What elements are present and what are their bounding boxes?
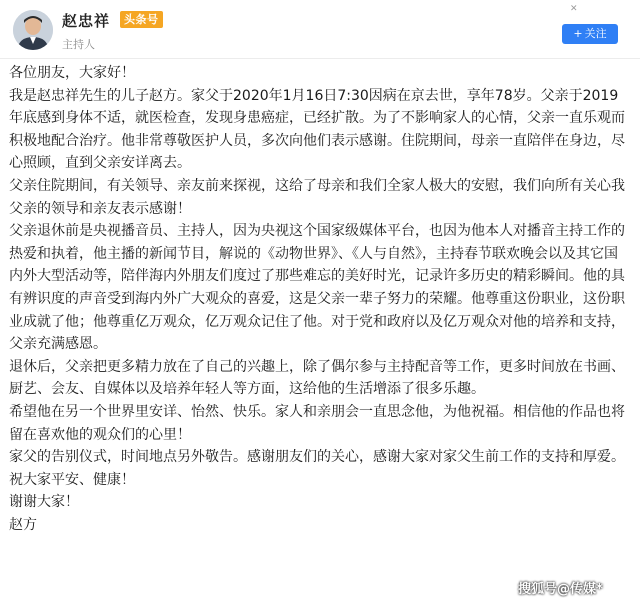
post-body <box>9 62 631 536</box>
follow-button[interactable] <box>562 24 618 44</box>
author-header <box>0 0 640 59</box>
plus-icon: + <box>573 27 583 40</box>
post-signature: 赵方 <box>9 516 37 533</box>
author-name[interactable]: 赵忠祥 <box>62 12 111 30</box>
post-paragraph: 退休后，父亲把更多精力放在了自己的兴趣上，除了偶尔参与主持配音等工作，更多时间放在书画、厨艺、会友、自媒体以及培养年轻人等方面，这给他的生活增添了很多乐趣。 <box>9 358 625 398</box>
post-paragraph: 谢谢大家！ <box>9 494 79 511</box>
post-paragraph: 希望他在另一个世界里安详、怡然、快乐。家人和亲朋会一直思念他，为他祝福。相信他的作品也将留在喜欢他的观众们的心里！ <box>9 403 625 443</box>
author-role: 主持人 <box>62 38 95 51</box>
follow-label: 关注 <box>584 27 607 40</box>
post-paragraph: 各位朋友，大家好！ <box>9 65 135 81</box>
post-paragraph: 父亲住院期间，有关领导、亲友前来探视，这给了母亲和我们全家人极大的安慰，我们向所有关心我父亲的领导和亲友表示感谢！ <box>9 177 625 217</box>
author-avatar[interactable] <box>13 10 53 50</box>
toutiao-badge: 头条号 <box>120 11 163 28</box>
close-icon[interactable]: ✕ <box>570 4 578 14</box>
post-paragraph: 父亲退休前是央视播音员、主持人，因为央视这个国家级媒体平台，也因为他本人对播音主持工作的热爱和执着，他主播的新闻节目，解说的《动物世界》、《人与自然》，主持春节联欢晚会以及其它国内外大型活动等，陪伴海内外朋友们度过了那些难忘的美好时光，记录许多历史的精彩瞬间。他的具有辨识度的声音受到海内外广大观众的喜爱，这是父亲一辈子努力的荣耀。他尊重这份职业，这份职业成就了他；他尊重亿万观众，亿万观众记住了他。对于党和政府以及亿万观众对他的培养和支持，父亲充满感恩。 <box>9 223 625 353</box>
sohu-watermark: 搜狐号@传媒* <box>518 582 603 597</box>
post-paragraph: 家父的告别仪式，时间地点另外敬告。感谢朋友们的关心，感谢大家对家父生前工作的支持和厚爱。祝大家平安、健康！ <box>9 449 625 488</box>
post-paragraph: 我是赵忠祥先生的儿子赵方。家父于2020年1月16日7:30因病在京去世，享年78岁。父亲于2019年底感到身体不适，就医检查，发现身患癌症，已经扩散。为了不影响家人的心情，父亲一直乐观而积极地配合治疗。他非常尊敬医护人员，多次向他们表示感谢。住院期间，母亲一直陪伴在身边，尽心照顾，直到父亲安详离去。 <box>9 87 625 172</box>
avatar-portrait-icon <box>13 10 53 50</box>
